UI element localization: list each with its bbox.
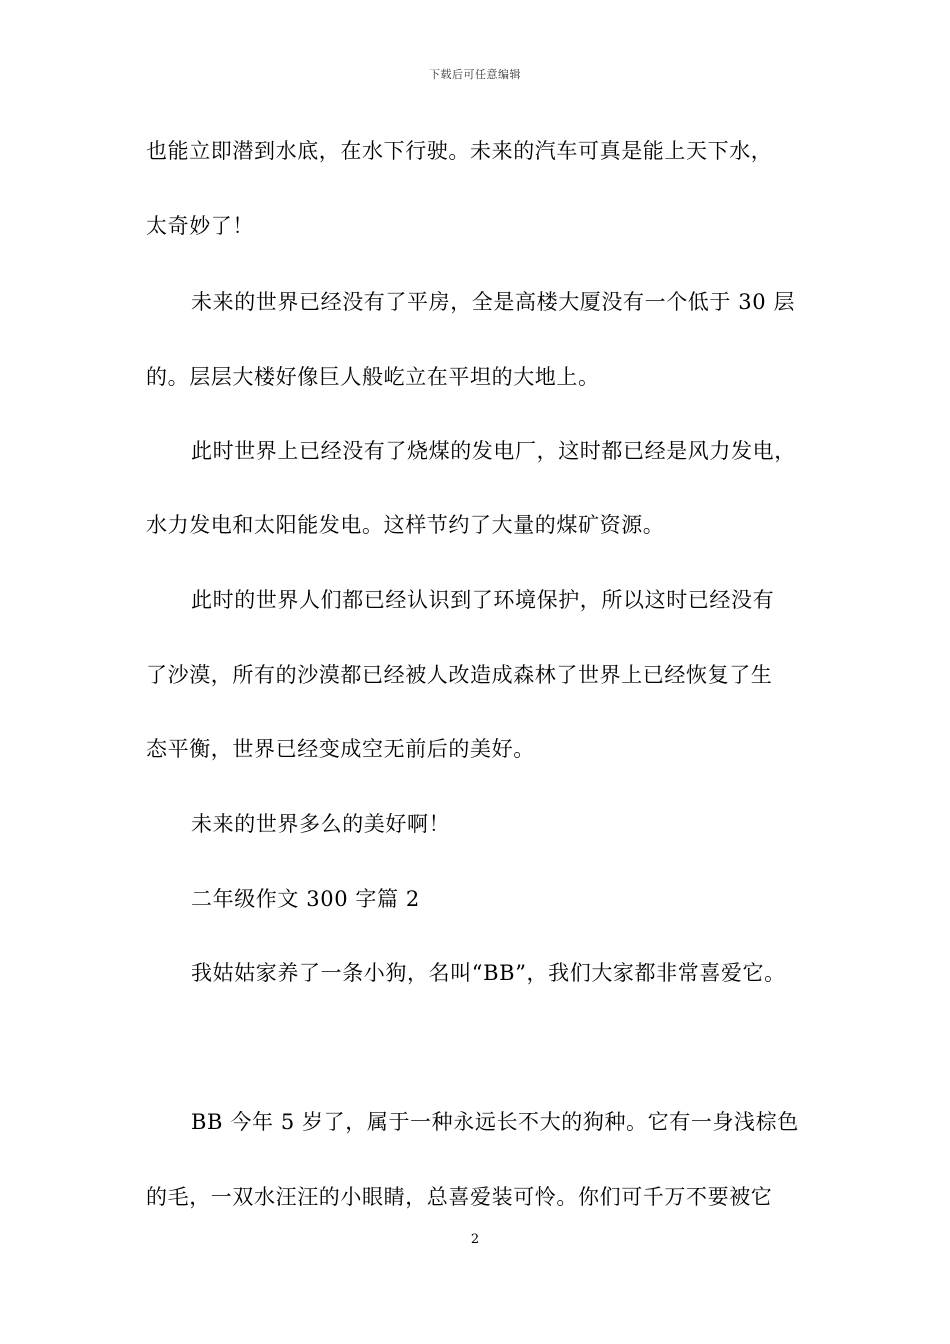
text-line: BB 今年 5 岁了，属于一种永远长不大的狗种。它有一身浅棕色	[191, 1110, 799, 1134]
page-header: 下载后可任意编辑	[429, 68, 521, 81]
text-line: 未来的世界多么的美好啊！	[191, 812, 451, 836]
text-line: 的。层层大楼好像巨人般屹立在平坦的大地上。	[146, 365, 600, 389]
text-line: 此时的世界人们都已经认识到了环境保护，所以这时已经没有	[191, 588, 775, 612]
text-line: 水力发电和太阳能发电。这样节约了大量的煤矿资源。	[146, 513, 665, 537]
text-line: 此时世界上已经没有了烧煤的发电厂，这时都已经是风力发电，	[191, 439, 796, 463]
text-line: 未来的世界已经没有了平房，全是高楼大厦没有一个低于 30 层	[191, 290, 796, 314]
text-line: 态平衡，世界已经变成空无前后的美好。	[146, 737, 535, 761]
text-line: 的毛，一双水汪汪的小眼睛，总喜爱装可怜。你们可千万不要被它	[146, 1185, 773, 1209]
text-line: 太奇妙了！	[146, 214, 254, 238]
page-number: 2	[470, 1232, 480, 1247]
text-line: 也能立即潜到水底，在水下行驶。未来的汽车可真是能上天下水，	[146, 139, 773, 163]
section-heading: 二年级作文 300 字篇 2	[191, 887, 420, 911]
text-line: 了沙漠，所有的沙漠都已经被人改造成森林了世界上已经恢复了生	[146, 663, 773, 687]
text-line: 我姑姑家养了一条小狗，名叫“BB”，我们大家都非常喜爱它。	[191, 961, 786, 985]
